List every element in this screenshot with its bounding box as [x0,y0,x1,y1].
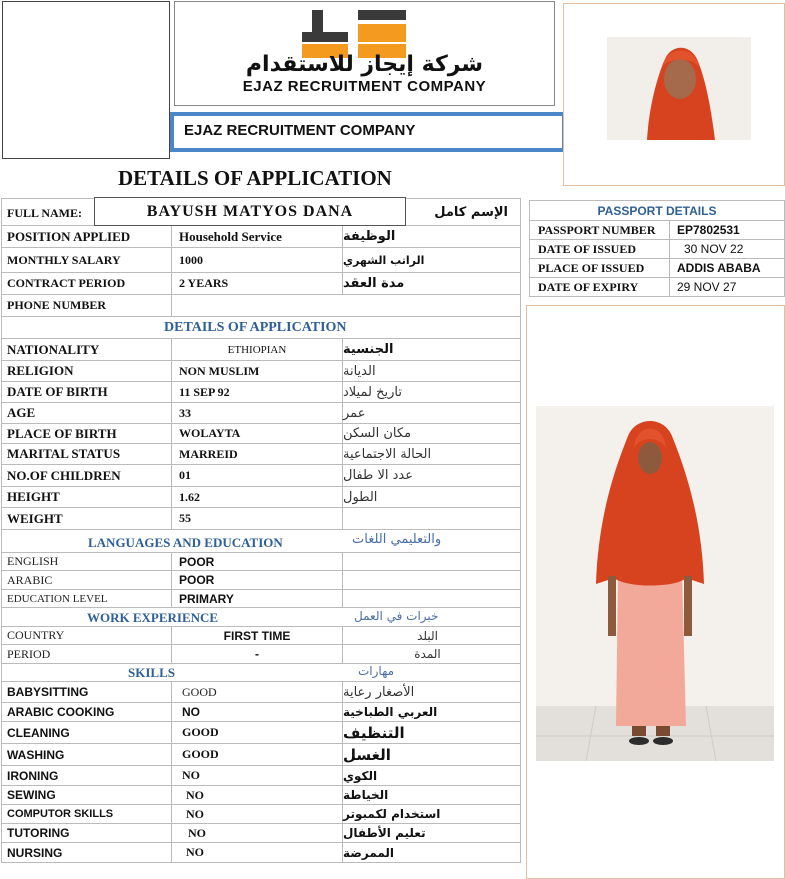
table-row [1,703,521,722]
passport-row [529,259,785,278]
languages-section-heading [1,530,521,553]
row-value: POOR [179,573,215,587]
row-value: Household Service [179,228,282,244]
table-row [1,273,521,295]
row-value: MARREID [179,446,238,461]
table-row [1,766,521,786]
table-row [1,627,521,645]
row-label: NATIONALITY [7,341,100,357]
full-body-image-icon [536,406,774,761]
table-row [1,226,521,248]
full-body-photo-frame [526,305,785,879]
company-logo [174,1,555,106]
row-label: RELIGION [7,363,74,378]
table-row [1,424,521,444]
table-row [1,248,521,273]
passport-row [529,278,785,297]
row-label: COUNTRY [7,628,65,642]
row-value: PRIMARY [179,591,234,606]
company-banner [170,112,566,152]
table-row [1,361,521,382]
application-table [1,198,521,863]
logo-english-text: EJAZ RECRUITMENT COMPANY [242,78,487,95]
table-row [1,805,521,824]
row-arabic: الخياطة [343,788,389,802]
passport-label: DATE OF EXPIRY [530,278,670,296]
row-label: POSITION APPLIED [7,228,131,244]
table-row [1,744,521,766]
row-value: NO [182,705,200,719]
row-arabic: تعليم الأطفال [343,826,426,840]
row-label: HEIGHT [7,489,60,504]
row-label: AGE [7,405,36,420]
languages-heading-text: LANGUAGES AND EDUCATION [88,535,283,550]
table-row [1,786,521,805]
skills-heading-text: SKILLS [128,665,175,680]
row-label: ARABIC COOKING [7,705,115,719]
table-row [1,824,521,843]
work-section-heading [1,608,521,627]
full-name-arabic: الإسم كامل [434,205,508,220]
row-label: COMPUTOR SKILLS [7,808,114,820]
row-arabic: الراتب الشهري [343,253,425,267]
row-arabic: مكان السكن [343,426,412,441]
row-arabic: الطول [343,489,378,505]
row-value: NO [182,768,200,782]
row-value: POOR [179,554,215,569]
row-value: 55 [179,511,191,525]
row-arabic: الوظيفة [343,229,396,244]
row-arabic: الممرضة [343,845,395,860]
row-value: 33 [179,405,191,420]
row-arabic: الأصغار رعاية [343,684,415,700]
row-label: PLACE OF BIRTH [7,425,117,441]
passport-value: ADDIS ABABA [677,261,761,275]
row-label: ENGLISH [7,554,59,568]
banner-text: EJAZ RECRUITMENT COMPANY [174,116,562,148]
row-label: MONTHLY SALARY [7,252,121,267]
table-row [1,843,521,863]
table-row [1,553,521,571]
row-arabic: استخدام لكمبوتر [343,807,441,821]
row-label: EDUCATION LEVEL [7,592,108,605]
passport-value: EP7802531 [677,223,740,237]
passport-heading: PASSPORT DETAILS [529,200,785,221]
row-value: 2 YEARS [179,276,229,290]
row-label: TUTORING [7,826,70,840]
row-arabic: المدة [414,647,441,661]
row-arabic: الغسل [343,745,391,764]
row-label: SEWING [7,788,56,802]
full-name-label: FULL NAME: [7,206,82,220]
table-row [1,465,521,487]
table-row [1,487,521,508]
row-value: 11 SEP 92 [179,384,230,399]
photo-placeholder-box [2,1,170,159]
row-label: MARITAL STATUS [7,446,121,461]
row-value: NO [186,845,204,859]
row-value: NO [186,806,204,821]
row-value: WOLAYTA [179,426,241,440]
skills-section-heading [1,664,521,682]
full-body-photo [536,406,774,761]
row-value: 1.62 [179,489,200,504]
skills-heading-arabic: مهارات [358,664,395,678]
row-value: NO [186,787,204,802]
row-label: IRONING [7,768,59,783]
table-row [1,590,521,608]
row-value: NON MUSLIM [179,363,260,378]
row-label: DATE OF BIRTH [7,384,108,399]
row-arabic: التنظيف [343,723,405,742]
work-heading-arabic: خبرات في العمل [354,609,439,623]
table-row [1,722,521,744]
table-row [1,382,521,403]
row-label: NURSING [7,845,63,860]
full-name-row [1,198,521,226]
row-arabic: عدد الا طفال [343,468,413,483]
passport-row [529,221,785,240]
row-label: CONTRACT PERIOD [7,276,126,290]
row-arabic: البلد [417,628,438,643]
table-row [1,508,521,530]
table-row [1,571,521,590]
row-label: WEIGHT [7,510,63,526]
table-row [1,339,521,361]
passport-row [529,240,785,259]
row-arabic: تاريخ لميلاد [343,384,402,400]
row-arabic: الحالة الاجتماعية [343,446,432,462]
details-heading-text: DETAILS OF APPLICATION [164,320,347,335]
logo-mark-icon [300,10,420,58]
portrait-photo-frame [563,3,785,186]
row-value: GOOD [182,725,219,739]
row-value: GOOD [182,747,219,761]
passport-label: DATE OF ISSUED [530,240,670,258]
full-name-value: BAYUSH MATYOS DANA [94,197,406,226]
details-section-heading [1,317,521,339]
row-label: ARABIC [7,572,53,587]
passport-details-table [529,200,785,297]
portrait-photo [607,37,751,140]
row-value: NO [188,825,206,840]
passport-label: PLACE OF ISSUED [530,259,670,277]
row-value: FIRST TIME [223,628,291,643]
passport-value: 30 NOV 22 [684,242,744,256]
table-row [1,403,521,424]
row-label: CLEANING [7,725,70,740]
row-label: PERIOD [7,646,51,661]
row-value: - [255,647,259,661]
row-arabic: عمر [343,405,366,421]
work-heading-text: WORK EXPERIENCE [87,610,219,625]
row-arabic: العربي الطباخية [343,705,438,719]
row-value: GOOD [182,684,217,699]
row-value: ETHIOPIAN [227,343,287,356]
row-arabic: الجنسية [343,342,394,357]
table-row [1,682,521,703]
languages-heading-arabic: والتعليمي اللغات [352,532,442,547]
row-arabic: الكوي [343,768,378,783]
table-row [1,645,521,664]
document-title: DETAILS OF APPLICATION [118,166,392,190]
logo-arabic-text: شركة إيجاز للاستقدام [245,52,484,77]
portrait-image-icon [607,37,751,140]
row-value: 01 [179,468,191,482]
row-arabic: الديانة [343,363,376,379]
row-label: WASHING [7,747,65,762]
passport-value: 29 NOV 27 [677,280,737,294]
row-arabic: مدة العقد [343,276,405,291]
row-value: 1000 [179,252,203,267]
table-row [1,295,521,317]
table-row [1,444,521,465]
passport-label: PASSPORT NUMBER [530,221,670,239]
row-label: BABYSITTING [7,685,89,699]
row-label: PHONE NUMBER [7,298,106,312]
row-label: NO.OF CHILDREN [7,467,121,483]
